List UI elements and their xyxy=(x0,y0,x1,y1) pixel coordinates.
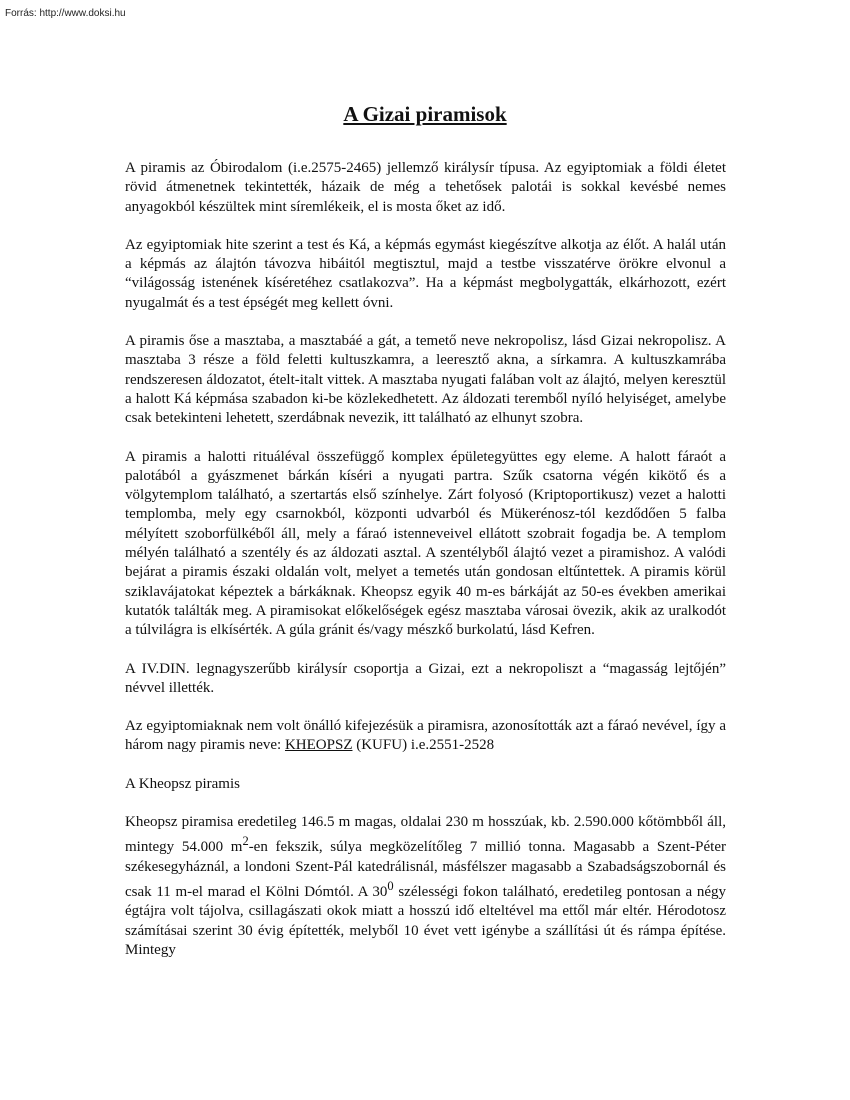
paragraph-6-text-before: Az egyiptomiaknak nem volt önálló kifejezésük a piramisra, azonosították azt a fáraó nevével, így a három nagy piramis neve: xyxy=(125,718,726,754)
paragraph-7-part-2: -en fekszik, súlya megközelítőleg 7 millió tonna. Magasabb a Szent-Péter székesegyháznál, a londoni Szent-Pál katedrálisnál, másfélszer magasabb a Szabadságszobornál és csak 11 m-el marad el Kölni Dómtól. A 30 xyxy=(125,839,726,900)
paragraph-2: Az egyiptomiak hite szerint a test és Ká, a képmás egymást kiegészítve alkotja az élőt. A halál után a képmás az álajtón távozva hibáitól megtisztul, majd a testbe visszatérve örökre elvonul a “világosság istenének kíséretéhez csatlakozva”. Ha a képmást megbolygatták, elkárhozott, ezért nyugalmát és a test épségét meg kellett óvni. xyxy=(125,236,726,311)
paragraph-5: A IV.DIN. legnagyszerűbb királysír csoportja a Gizai, ezt a nekropoliszt a “magasság lejtőjén” névvel illették. xyxy=(125,660,726,696)
paragraph-4: A piramis a halotti rituáléval összefüggő komplex épületegyüttes egy eleme. A halott fáraót a palotából a gyászmenet bárkán kíséri a nyugati partra. Szűk csatorna végén kikötő és a völgytemplom található, a szertartás első színhelye. Zárt folyosó (Kriptoportikusz) vezet a halotti templomba, mely egy csarnokból, központi udvarból és Mükerénosz-tól kezdődően 5 falba mélyített szoborfülkéből áll, mely a fáraó istenneveivel ellátott szobrait fogadja be. A templom mélyén található a szentély és az áldozati asztal. A szentélyből álajtó vezet a piramishoz. A valódi bejárat a piramis északi oldalán volt, melyet a temetés után gondosan eltűntettek. A piramis körül sziklavájatokat képeztek a bárkáknak. Kheopsz egyik 40 m-es bárkáját az 50-es években amerikai kutatók találták meg. A piramisokat előkelőségek egész masztaba városai övezik, akik az uralkodót a túlvilágra is elkísérték. A gúla gránit és/vagy mészkő burkolatú, lásd Kefren. xyxy=(125,448,726,639)
paragraph-7-part-1: Kheopsz piramisa eredetileg 146.5 m magas, oldalai 230 m hosszúak, kb. 2.590.000 kőtömbből áll, mintegy 54.000 m xyxy=(125,814,726,856)
paragraph-7 xyxy=(125,813,726,960)
paragraph-7-part-3: szélességi fokon található, eredetileg pontosan a négy égtájra volt tájolva, csillagászati okok miatt a hosszú idő elteltével ma ettől már eltér. Hérodotosz számításai szerint 30 évig építették, melyből 10 évet vett igénybe a szállítási út és rámpa építése. Mintegy xyxy=(125,883,726,958)
paragraph-6-text-after: (KUFU) i.e.2551-2528 xyxy=(352,737,495,754)
page-title: A Gizai piramisok xyxy=(343,102,507,126)
document-body xyxy=(125,159,726,979)
superscript-degree: 0 xyxy=(387,878,394,893)
superscript-square: 2 xyxy=(242,834,249,849)
source-note: Forrás: http://www.doksi.hu xyxy=(5,8,126,19)
paragraph-1: A piramis az Óbirodalom (i.e.2575-2465) jellemző királysír típusa. Az egyiptomiak a földi életet rövid átmenetnek tekintették, házaik de még a tehetősek palotái is sokkal kevésbé nemes anyagokból készültek mint síremlékeik, el is mosta őket az idő. xyxy=(125,160,726,215)
section-heading-kheopsz: A Kheopsz piramis xyxy=(125,775,240,792)
kheopsz-link[interactable]: KHEOPSZ xyxy=(284,737,353,754)
paragraph-6 xyxy=(125,717,726,756)
paragraph-3: A piramis őse a masztaba, a masztabáé a gát, a temető neve nekropolisz, lásd Gizai nekropolisz. A masztaba 3 része a föld feletti kultuszkamra, a leeresztő akna, a sírkamra. A kultuszkamrába rendszeresen áldozatot, ételt-italt vittek. A masztaba nyugati falában volt az álajtó, melyen keresztül a halott Ká képmása szabadon ki-be közlekedhetett. Az áldozati teremből nyíló helyiséget, amelybe csak betekinteni lehetett, szerdábnak nevezik, itt található az elhunyt szobra. xyxy=(125,333,726,427)
